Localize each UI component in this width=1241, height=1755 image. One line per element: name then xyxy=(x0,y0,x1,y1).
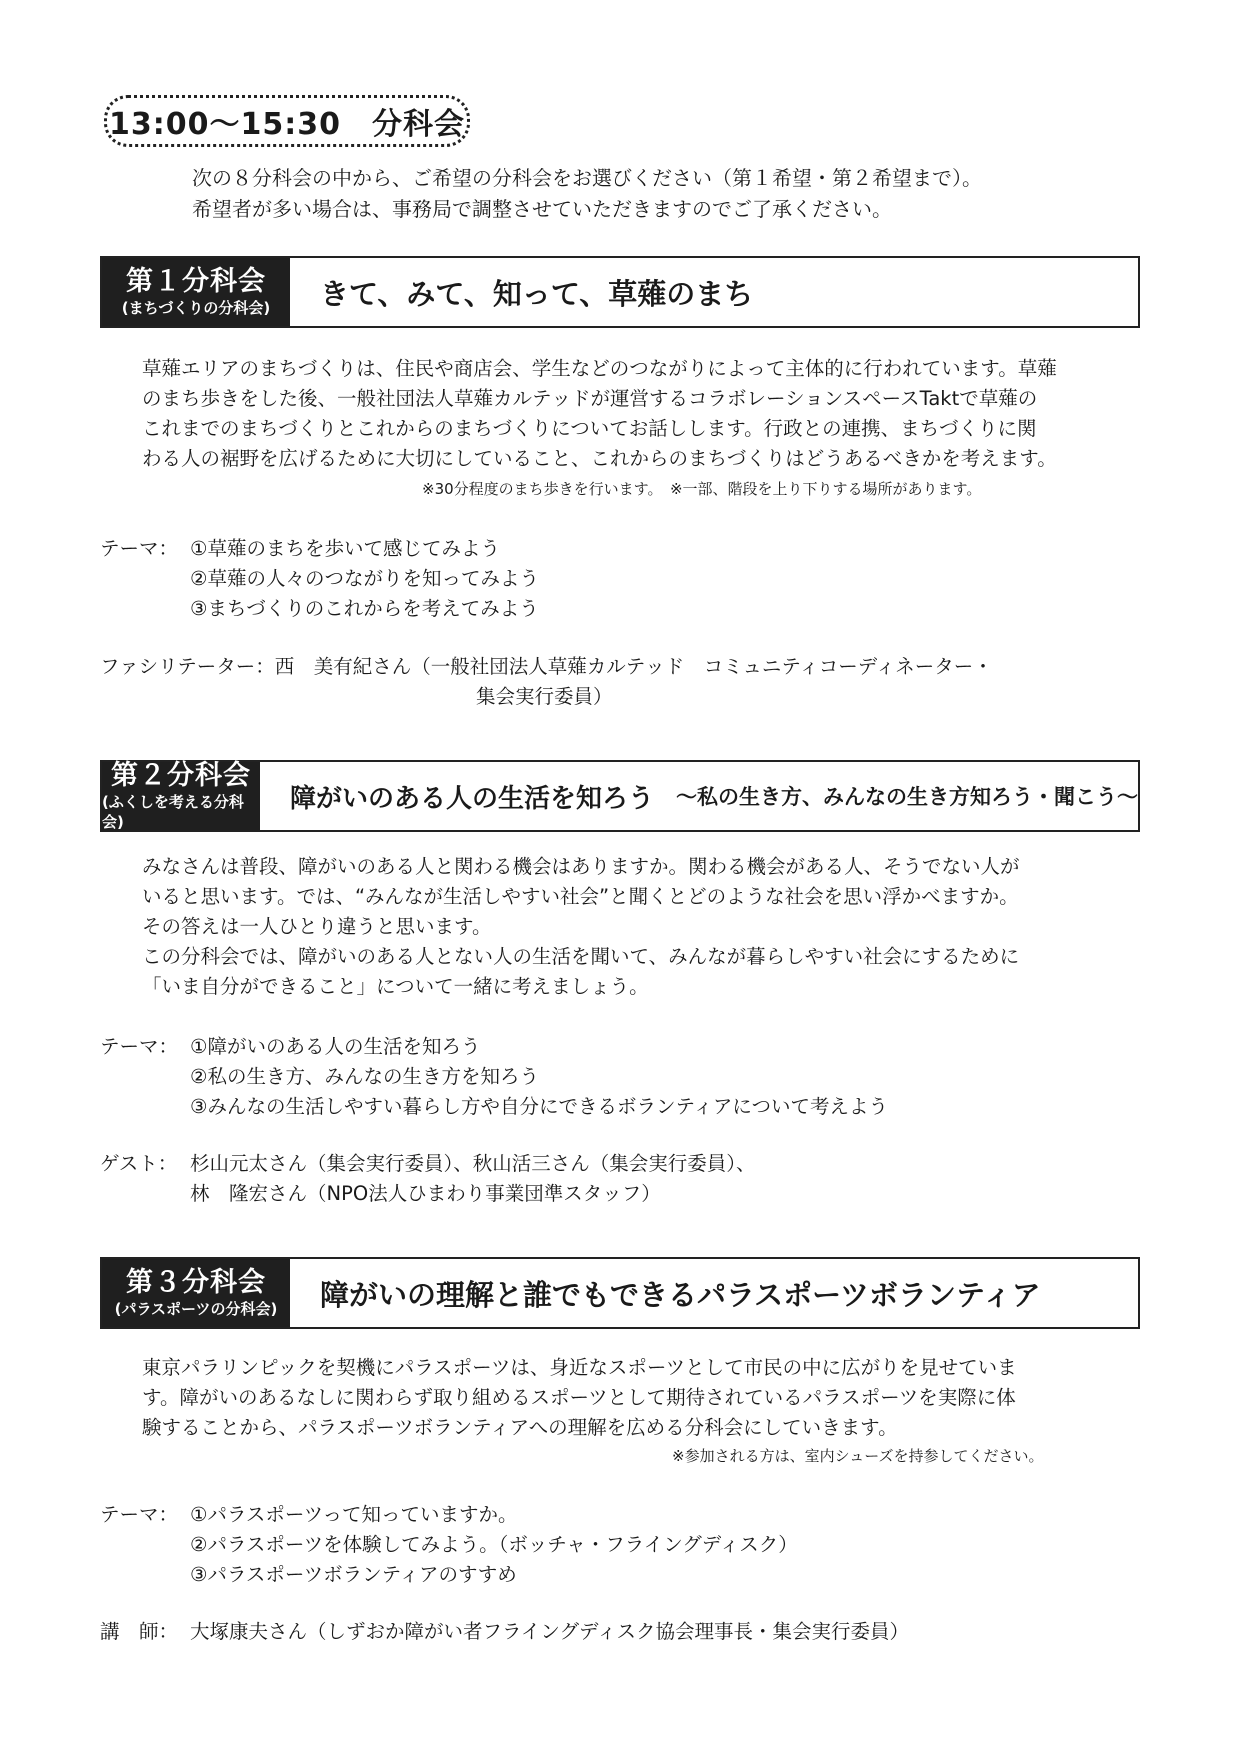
theme-label: テーマ： xyxy=(100,1035,179,1058)
theme-item: ③パラスポーツボランティアのすすめ xyxy=(190,1563,517,1586)
theme-label: テーマ： xyxy=(100,1503,179,1526)
section3-sublabel: (パラスポーツの分科会) xyxy=(114,1300,278,1318)
body-line: 験することから、パラスポーツボランティアへの理解を広める分科会にしていきます。 xyxy=(142,1416,898,1439)
person-label: 講 師： xyxy=(100,1620,179,1643)
section1-body xyxy=(142,354,1142,474)
theme-label: テーマ： xyxy=(100,537,179,560)
section1-title: きて、みて、知って、草薙のまち xyxy=(320,276,754,311)
section1-facilitator xyxy=(100,652,993,712)
section1-label: 第１分科会 xyxy=(126,266,266,297)
person-line: 林 隆宏さん（NPO法人ひまわり事業団準スタッフ） xyxy=(190,1182,661,1205)
section3-label-box xyxy=(102,1259,290,1327)
theme-item: ②私の生き方、みんなの生き方を知ろう xyxy=(190,1065,539,1088)
theme-item: ③まちづくりのこれからを考えてみよう xyxy=(190,597,539,620)
section1-sublabel: (まちづくりの分科会) xyxy=(121,299,271,317)
section3-label: 第３分科会 xyxy=(126,1267,266,1298)
section2-themes xyxy=(100,1032,888,1122)
section1-themes xyxy=(100,534,539,624)
section2-label: 第２分科会 xyxy=(110,760,251,791)
theme-item: ③みんなの生活しやすい暮らし方や自分にできるボランティアについて考えよう xyxy=(190,1095,889,1118)
body-line: わる人の裾野を広げるために大切にしていること、これからのまちづくりはどうあるべきかを考えます。 xyxy=(142,447,1057,470)
body-line: のまち歩きをした後、一般社団法人草薙カルテッドが運営するコラボレーションスペースTaktで草薙の xyxy=(142,387,1038,410)
person-label: ファシリテーター： xyxy=(100,655,275,678)
section2-subtitle: 〜私の生き方、みんなの生き方知ろう・聞こう〜 xyxy=(676,785,1138,809)
intro-line: 希望者が多い場合は、事務局で調整させていただきますのでご了承ください。 xyxy=(192,197,892,221)
section3-title: 障がいの理解と誰でもできるパラスポーツボランティア xyxy=(320,1277,1041,1312)
body-line: いると思います。では、“みんなが生活しやすい社会”と聞くとどのような社会を思い浮かべますか。 xyxy=(142,885,1019,908)
section3-lecturer xyxy=(100,1617,909,1647)
intro-text xyxy=(192,163,982,225)
section1-label-box xyxy=(102,258,290,326)
theme-item: ②パラスポーツを体験してみよう。（ボッチャ・フライングディスク） xyxy=(190,1533,798,1556)
time-badge: 13:00〜15:30 分科会 xyxy=(104,95,470,147)
section2-guests xyxy=(100,1149,756,1209)
section1-header xyxy=(100,256,1140,328)
section2-sublabel: (ふくしを考える分科会) xyxy=(102,793,244,831)
section3-header xyxy=(100,1257,1140,1329)
person-line: 杉山元太さん（集会実行委員）、秋山活三さん（集会実行委員）、 xyxy=(190,1152,756,1175)
person-label: ゲスト： xyxy=(100,1152,178,1175)
section2-label-box xyxy=(102,762,260,830)
section3-note: ※参加される方は、室内シューズを持参してください。 xyxy=(672,1447,1044,1465)
theme-item: ①障がいのある人の生活を知ろう xyxy=(190,1035,481,1058)
body-line: これまでのまちづくりとこれからのまちづくりについてお話しします。行政との連携、まちづくりに関 xyxy=(142,417,1037,440)
body-line: その答えは一人ひとり違うと思います。 xyxy=(142,915,492,938)
section2-header xyxy=(100,760,1140,832)
body-line: この分科会では、障がいのある人とない人の生活を聞いて、みんなが暮らしやすい社会にするために xyxy=(142,945,1020,968)
theme-item: ①草薙のまちを歩いて感じてみよう xyxy=(190,537,500,560)
section2-body xyxy=(142,852,1142,1002)
section2-title xyxy=(260,762,1138,830)
section3-body xyxy=(142,1353,1142,1443)
body-line: 「いま自分ができること」について一緒に考えましょう。 xyxy=(142,975,649,998)
body-line: 草薙エリアのまちづくりは、住民や商店会、学生などのつながりによって主体的に行われています。草薙 xyxy=(142,357,1057,380)
intro-line: 次の８分科会の中から、ご希望の分科会をお選びください（第１希望・第２希望まで）。 xyxy=(192,166,982,190)
section1-note: ※30分程度のまち歩きを行います。 ※一部、階段を上り下りする場所があります。 xyxy=(422,480,982,498)
theme-item: ②草薙の人々のつながりを知ってみよう xyxy=(190,567,539,590)
body-line: みなさんは普段、障がいのある人と関わる機会はありますか。関わる機会がある人、そうでない人が xyxy=(142,855,1020,878)
person-line: 大塚康夫さん（しずおか障がい者フライングディスク協会理事長・集会実行委員） xyxy=(190,1620,909,1643)
section2-title-main: 障がいのある人の生活を知ろう xyxy=(289,783,654,814)
theme-item: ①パラスポーツって知っていますか。 xyxy=(190,1503,518,1526)
person-line: 集会実行委員） xyxy=(476,685,613,708)
person-line: 西 美有紀さん（一般社団法人草薙カルテッド コミュニティコーディネーター・ xyxy=(274,655,993,678)
section3-themes xyxy=(100,1500,798,1590)
body-line: 東京パラリンピックを契機にパラスポーツは、身近なスポーツとして市民の中に広がりを見せていま xyxy=(142,1356,1017,1379)
body-line: す。障がいのあるなしに関わらず取り組めるスポーツとして期待されているパラスポーツを実際に体 xyxy=(142,1386,1016,1409)
